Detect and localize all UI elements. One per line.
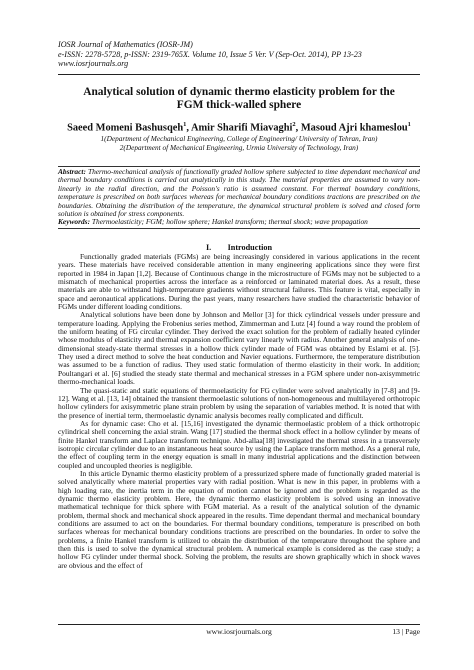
paragraph: In this article Dynamic thermo elasticity problem of a pressurized sphere made of functionally graded material is solved analytically where material properties vary with radial position. What is new in this paper, in problems with a high loading rate, the inertia term in the equation of motion cannot be ignored and the problem is regarded as the dynamic thermo elasticity problem. Here, the dynamic thermo elasticity problem is solved using an innovative mathematical technique for thick sphere with FGM material. As a result of the analytical solution of the dynamic problem, thermal shock and mechanical shock appeared in the results. Time dependant thermal and mechanical boundary conditions are assumed to act on the boundaries. For thermal boundary conditions, temperature is prescribed on both surfaces whereas for mechanical boundary conditions tractions are prescribed on the boundaries. In order to solve the problems, a finite Hankel transform is utilized to obtain the distribution of the temperature throughout the sphere and then this is used to solve the dynamical structural problem. A numerical example is considered as the case study; a hollow FG cylinder under thermal shock. Solving the problem, the results are shown graphically which in shock waves are obvious and the effect of	[58, 468, 420, 570]
title-line-1: Analytical solution of dynamic thermo elasticity problem for the	[83, 86, 395, 98]
abstract-block	[58, 166, 420, 229]
author-name: Masoud Ajri khameslou	[300, 122, 408, 134]
keywords-text: Thermoelasticity; FGM; hollow sphere; Hankel transform; thermal shock; wave propagation	[91, 217, 368, 227]
affiliations	[58, 134, 420, 152]
paragraph: Analytical solutions have been done by Johnson and Mellor [3] for thick cylindrical vessels under pressure and temperature loading. Applying the Frobenius series method, Zimmerman and Lutz [4] found a way round the problem of the uniform heating of FG circular cylinder. They derived the exact solution for the problem of radially heated cylinder whose modulus of elasticity and thermal expansion coefficient vary linearly with radius. Another general analysis of one-dimensional steady-state thermal stresses in a hollow thick cylinder made of FGM was obtained by Eslami et al. [5]. They used a direct method to solve the heat conduction and Navier equations. Furthermore, the temperature distribution was assumed to be a function of radius. They used static formulation of thermo elasticity in their work. In addition; Poultangari et al. [6] studied the steady state thermal and mechanical stresses in a FGM sphere under non-axisymmetric thermo-mechanical loads.	[58, 310, 420, 387]
author-affiliation-mark: 1	[407, 121, 411, 128]
title-line-2: FGM thick-walled sphere	[176, 99, 302, 112]
affiliation: 2(Department of Mechanical Engineering, Urmia University of Technology, Iran)	[119, 143, 359, 152]
author-affiliation-mark: 1	[183, 121, 187, 128]
abstract	[58, 168, 420, 218]
footer-rule	[58, 624, 420, 625]
page-number: 13 | Page	[392, 627, 420, 636]
header-rule	[58, 74, 420, 75]
journal-issn: e-ISSN: 2278-5728, p-ISSN: 2319-765X. Volume 10, Issue 5 Ver. V (Sep-Oct. 2014), PP 13-23	[58, 49, 362, 59]
keywords	[58, 218, 420, 226]
abstract-text: Thermo-mechanical analysis of functionally graded hollow sphere subjected to time dependant mechanical and thermal boundary conditions is carried out analytically in this study. The material properties are assumed to vary non-linearly in the radial direction, and the Poisson's ratio is assumed constant. For thermal boundary conditions, temperature is prescribed on both surfaces whereas for mechanical boundary conditions tractions are prescribed on the boundaries. Obtaining the distribution of the temperature, the dynamical structural problem is solved and closed form solution is obtained for stress components.	[58, 167, 420, 219]
author-list	[58, 119, 420, 134]
author-name: Saeed Momeni Bashusqeh	[67, 122, 184, 134]
footer-url[interactable]: www.iosrjournals.org	[206, 627, 272, 636]
author-affiliation-mark: 2	[292, 121, 296, 128]
paragraph: As for dynamic case: Cho et al. [15,16] investigated the dynamic thermoelastic problem of a thick orthotropic cylindrical shell concerning the axial strain. Wang [17] studied the thermal shock effect in a hollow cylinder by means of finite Hankel transform and Laplace transform technique. Abd-allaa[18] investigated the thermal stress in a transversely isotropic circular cylinder due to an instantaneous heat source by using the Laplace transform method. As a general rule, the effect of coupling term in the energy equation is small in many industrial applications and the distinction between coupled and uncoupled theories is negligible.	[58, 418, 420, 470]
author-name: Amir Sharifi Miavaghi	[191, 122, 293, 134]
abstract-label: Abstract:	[58, 167, 86, 176]
journal-website[interactable]: www.iosrjournals.org	[58, 59, 129, 69]
paragraph: The quasi-static and static equations of thermoelasticity for FG cylinder were solved analytically in [7-8] and [9-12]. Wang et al. [13, 14] obtained the transient thermoelastic solutions of non-homogeneous and multilayered orthotropic hollow cylinders for axisymmetric plane strain problem by using the separation of variables method. It is noted that with the presence of inertial term, thermoelastic dynamic analysis becomes really complicated and difficult.	[58, 385, 420, 420]
paragraph: Functionally graded materials (FGMs) are being increasingly considered in various applications in the recent years. These materials have received considerable attention in many engineering applications since they were first reported in 1984 in Japan [1,2]. Because of Continuous change in the microstructure of FGMs may not be subjected to a mismatch of mechanical properties across the interface as a reinforced or laminated material does. As a result, these materials are able to withstand high-temperature gradients without structural failures. This feature is vital, especially in space and aeronautical applications. During the past years, many researchers have studied the characteristic behavior of FGMs under different loading conditions.	[58, 252, 420, 312]
journal-header	[58, 40, 362, 69]
section-heading: I. Introduction	[205, 243, 273, 252]
paper-title	[62, 86, 416, 113]
author-separator: ,	[295, 122, 301, 134]
affiliation: 1(Department of Mechanical Engineering, College of Engineering/ University of Tehran, Iran)	[100, 134, 378, 143]
body-text	[58, 253, 420, 570]
author-separator: ,	[186, 122, 191, 134]
journal-name: IOSR Journal of Mathematics (IOSR-JM)	[58, 40, 193, 49]
keywords-label: Keywords:	[58, 217, 91, 227]
